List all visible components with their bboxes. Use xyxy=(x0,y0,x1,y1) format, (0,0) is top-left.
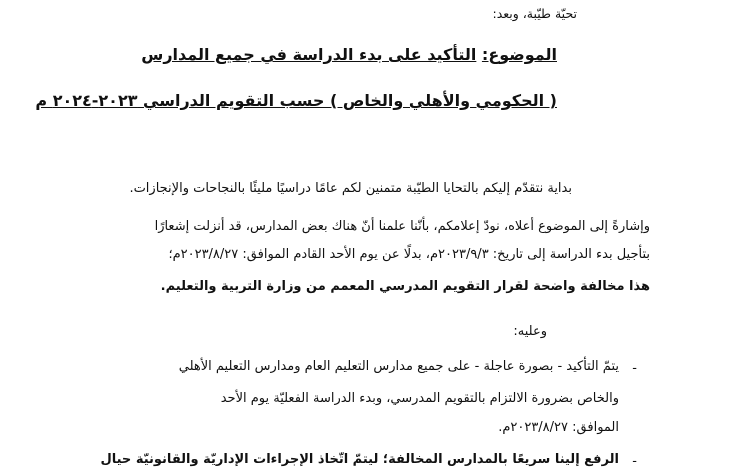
bullet-marker: - xyxy=(632,454,637,469)
bullet-marker: - xyxy=(632,361,637,376)
list-item-line: الرفع إلينا سريعًا بالمدارس المخالفة؛ ليتمّ اتّخاذ الإجراءات الإداريّة والقانونيّة حيال xyxy=(100,452,619,467)
subject-label: الموضوع: xyxy=(481,45,557,64)
subject-title: التأكيد على بدء الدراسة في جميع المدارس xyxy=(141,45,477,64)
list-item-line: يتمّ التأكيد - بصورة عاجلة - على جميع مدارس التعليم العام ومدارس التعليم الأهلي xyxy=(178,359,619,374)
list-item-line: والخاص بضرورة الالتزام بالتقويم المدرسي، وبدء الدراسة الفعليّة يوم الأحد xyxy=(220,391,619,406)
subject-title-continued: ( الحكومي والأهلي والخاص ) حسب التقويم الدراسي ٢٠٢٣-٢٠٢٤ م xyxy=(35,91,557,110)
greeting: تحيّة طيّبة، وبعد: xyxy=(492,6,577,21)
accordingly-heading: وعليه: xyxy=(513,324,547,339)
subject-line xyxy=(141,46,557,64)
paragraph-line: هذا مخالفة واضحة لقرار التقويم المدرسي المعمم من وزارة التربية والتعليم. xyxy=(160,279,650,294)
paragraph-line: وإشارةً إلى الموضوع أعلاه، نودّ إعلامكم، بأنّنا علمنا أنّ هناك بعض المدارس، قد أنزلت إشعارًا xyxy=(154,219,650,234)
paragraph-line: بتأجيل بدء الدراسة إلى تاريخ: ٢٠٢٣/٩/٣م، بدلًا عن يوم الأحد القادم الموافق: ٢٠٢٣/٨/٢٧م؛ xyxy=(168,247,650,262)
list-item-line: الموافق: ٢٠٢٣/٨/٢٧م. xyxy=(498,420,619,435)
opening-paragraph: بداية نتقدّم إليكم بالتحايا الطيّبة متمنين لكم عامًا دراسيًا مليئًا بالنجاحات والإنجازات. xyxy=(129,181,572,196)
